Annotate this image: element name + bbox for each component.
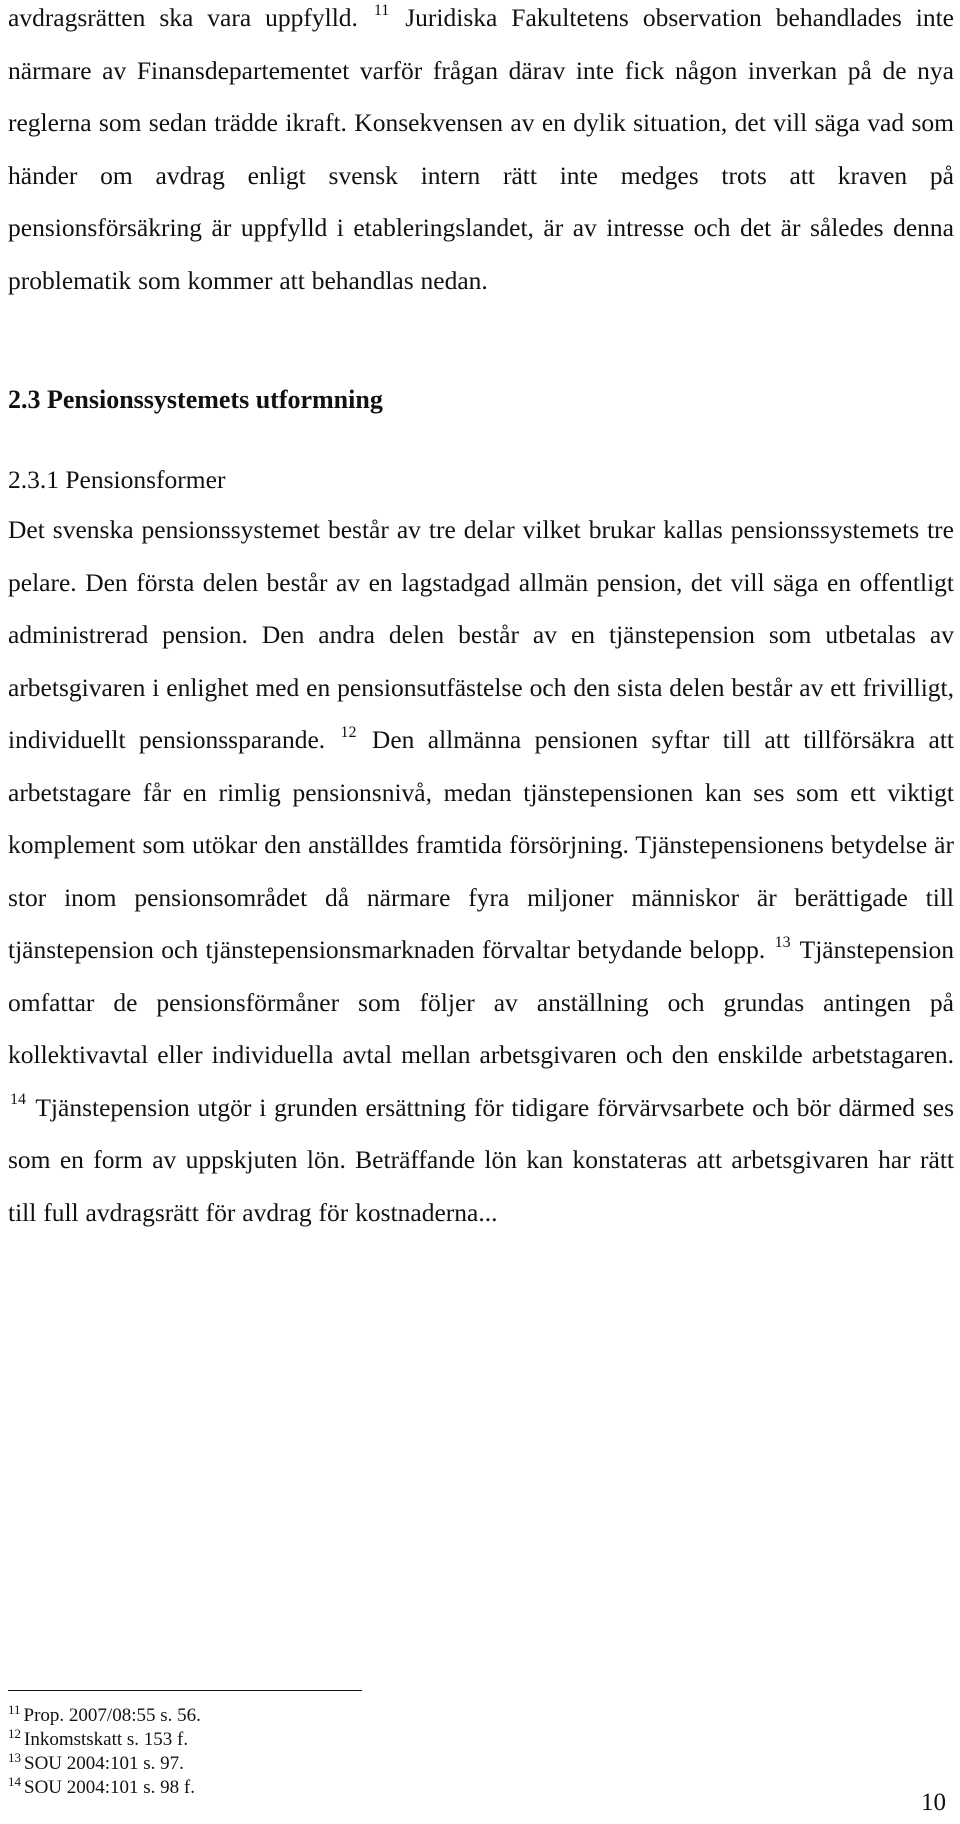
paragraph-2-sentence-4: Tjänstepension utgör i grunden ersättning för tidigare förvärvsarbete och bör därmed ses som en form av uppskjuten lön. Beträffande lön kan konstateras att arbetsgivaren har rätt till full avdragsrätt för avdrag för kostnaderna... [8, 1092, 954, 1227]
section-heading: 2.3 Pensionssystemets utformning [8, 385, 383, 414]
page-number: 10 [921, 1789, 946, 1816]
footnote-item [8, 1773, 201, 1800]
paragraph-2-sentence-2: Den allmänna pensionen syftar till att tillförsäkra att arbetstagare får en rimlig pensionsnivå, medan tjänstepensionen kan ses som ett viktigt komplement som utökar den anställdes framtida försörjning. Tjänstepensionens betydelse är stor inom pensionsområdet då närmare fyra miljoner människor är berättigade till tjänstepension och tjänstepensionsmarknaden förvaltar betydande belopp. [8, 725, 954, 964]
paragraph-2-sentence-3: Tjänstepension omfattar de pensionsförmåner som följer av anställning och grundas antingen på kollektivavtal eller individuella avtal mellan arbetsgivaren och den enskilde arbetstagaren. [8, 935, 955, 1069]
footnote-text: Prop. 2007/08:55 s. 56. [23, 1705, 201, 1726]
footnote-text: SOU 2004:101 s. 97. [24, 1753, 184, 1774]
footnote-ref-13: 13 [774, 933, 791, 951]
paragraph-1 [8, 0, 954, 307]
footnote-number: 13 [8, 1749, 21, 1765]
footnote-item [8, 1725, 201, 1752]
paragraph-2 [8, 504, 954, 1239]
footnote-list [8, 1701, 201, 1800]
footnote-item [8, 1701, 201, 1728]
subsection-heading: 2.3.1 Pensionsformer [8, 465, 226, 494]
footnote-number: 14 [8, 1773, 21, 1789]
footnote-text: Inkomstskatt s. 153 f. [24, 1729, 189, 1750]
footnote-ref-11: 11 [373, 1, 390, 19]
paragraph-1-sentence-2: Juridiska Fakultetens observation behandlades inte närmare av Finansdepartementet varför frågan därav inte fick någon inverkan på de nya reglerna som sedan trädde ikraft. Konsekvensen av en dylik situation, det vill säga vad som händer om avdrag enligt svensk intern rätt inte medges trots att kraven på pensionsförsäkring är uppfylld i etableringslandet, är av intresse och det är således denna problematik som kommer att behandlas nedan. [8, 3, 954, 295]
footnote-ref-12: 12 [340, 723, 357, 741]
paragraph-1-sentence-1: avdragsrätten ska vara uppfylld. [8, 3, 358, 32]
footnote-number: 12 [8, 1725, 21, 1741]
footnote-text: SOU 2004:101 s. 98 f. [24, 1777, 196, 1798]
footnote-number: 11 [8, 1701, 21, 1717]
footnote-divider [8, 1690, 362, 1691]
footnote-item [8, 1749, 201, 1776]
footnote-ref-14: 14 [10, 1091, 26, 1108]
paragraph-2-sentence-1: Det svenska pensionssystemet består av tre delar vilket brukar kallas pensionssystemets tre pelare. Den första delen består av en lagstadgad allmän pension, det vill säga en offentligt administrerad pension. Den andra delen består av en tjänstepension som utbetalas av arbetsgivaren i enlighet med en pensionsutfästelse och den sista delen består av ett frivilligt, individuellt pensionssparande. [8, 515, 954, 754]
